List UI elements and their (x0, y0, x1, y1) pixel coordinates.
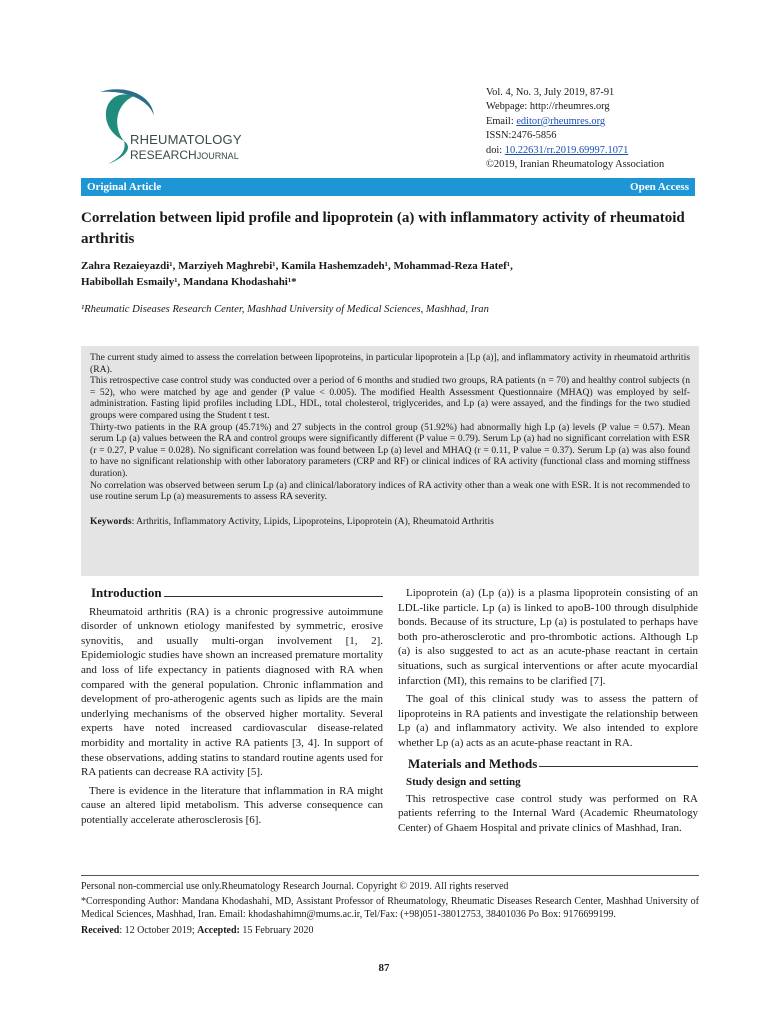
introduction-heading: Introduction (91, 586, 383, 601)
corresponding-author-note: *Corresponding Author: Mandana Khodashahi, MD, Assistant Professor of Rheumatology, Rheumatic Diseases Research Center, Mashhad University of Medical Sciences, Mashhad, Iran. Email: khodashahimn@mums.ac.ir, Tel/Fax: (+98)051-38012753, 38401036 Po Box: 9176699199. (81, 896, 699, 921)
abstract-box (81, 346, 699, 576)
copyright-info: ©2019, Iranian Rheumatology Association (486, 159, 665, 171)
affiliation: ¹Rheumatic Diseases Research Center, Mashhad University of Medical Sciences, Mashhad, Iran (81, 304, 489, 315)
abstract-results: Thirty-two patients in the RA group (45.71%) and 27 subjects in the control group (51.92%) had abnormally high Lp (a) levels (P value = 0.57). Mean serum Lp (a) values between the RA and control groups were significantly different (P value = 0.79). Serum Lp (a) had no significant correlation with ESR (r = 0.27, P value = 0.028). No significant correlation was found between Lp (a) level and MHAQ (r = 0.11, P value = 0.37). Serum Lp (a) was also found to have no significant relationship with other laboratory parameters (CRP and RF) or clinical indices of RA activity (functional class and morning stiffness duration). (90, 421, 690, 479)
article-title: Correlation between lipid profile and lipoprotein (a) with inflammatory activity of rheumatoid arthritis (81, 210, 685, 247)
intro-paragraph-2: There is evidence in the literature that inflammation in RA might cause an altered lipid metabolism. This adverse consequence can potentially accelerate atherosclerosis [6]. (81, 784, 383, 826)
author-list: Zahra Rezaieyazdi¹, Marziyeh Maghrebi¹, Kamila Hashemzadeh¹, Mohammad-Reza Hatef¹, Habibollah Esmaily¹, Mandana Khodashahi¹* (81, 260, 513, 288)
article-type-label: Original Article (87, 181, 162, 193)
doi-info: doi: 10.22631/rr.2019.69997.1071 (486, 144, 629, 156)
body-column-right (398, 586, 698, 836)
abstract-conclusion: No correlation was observed between serum Lp (a) and clinical/laboratory indices of RA activity other than a weak one with ESR. It is not recommended to use routine serum Lp (a) measurements to assess RA severity. (90, 479, 690, 503)
email-link[interactable]: editor@rheumres.org (516, 115, 606, 127)
keywords: Keywords: Arthritis, Inflammatory Activity, Lipids, Lipoproteins, Lipoprotein (A), Rheumatoid Arthritis (90, 515, 494, 527)
methods-heading: Materials and Methods (408, 757, 698, 772)
page-number: 87 (378, 962, 390, 974)
email-info: Email: editor@rheumres.org (486, 115, 606, 127)
journal-name-line1: RHEUMATOLOGY (130, 132, 242, 147)
intro-paragraph-1: Rheumatoid arthritis (RA) is a chronic progressive autoimmune disorder of unknown etiology manifested by symmetric, erosive synovitis, and usually multi-organ involvement [1, 2]. Epidemiologic studies have shown an increased premature mortality and loss of life expectancy in patients diagnosed with RA when compared with the general population. Chronic inflammation and development of pro-atherogenic agents such as lipids are the main underlying mechanisms of the observed higher mortality. Several experts have noted increased cardiovascular disease-related morbidity and mortality in active RA patients [3, 4]. In support of these observations, adding statins to standard routine agents used for RA patients can decrease RA activity [5]. (81, 605, 383, 779)
doi-link[interactable]: 10.22631/rr.2019.69997.1071 (504, 144, 629, 156)
study-design-heading: Study design and setting (406, 776, 521, 789)
webpage-info: Webpage: http://rheumres.org (486, 101, 610, 113)
footer-notes (81, 880, 699, 939)
open-access-label: Open Access (630, 181, 689, 193)
abstract-methods: This retrospective case control study was conducted over a period of 6 months and studied two groups, RA patients (n = 70) and healthy control subjects (n = 52), who were matched by age and gender (P value < 0.005). The modified Health Assessment Questionnaire (MHAQ) was employed by self-administration. Fasting lipid profiles including LDL, HDL, total cholesterol, triglycerides, and Lp (a) were assayed, and the findings for the two studied groups were compared using the Student t test. (90, 375, 690, 421)
goal-paragraph: The goal of this clinical study was to assess the pattern of lipoproteins in RA patients and investigate the relationship between Lp (a) and inflammatory activity. We also intended to explore whether Lp (a) acts as an acute-phase reactant in RA. (398, 693, 698, 749)
lpa-paragraph: Lipoprotein (a) (Lp (a)) is a plasma lipoprotein consisting of an LDL-like particle. Lp (a) is linked to apoB-100 through disulphide bonds. Because of its structure, Lp (a) is postulated to perhaps have both pro-atherosclerotic and pro-thrombotic actions. Although Lp (a) is also suggested to act as an acute-phase reactant in certain situations, such as surgical interventions or after acute myocardial infarction (MI), this remains to be clarified [7]. (398, 587, 698, 687)
journal-metadata (486, 86, 664, 172)
journal-name-line2: RESEARCHJOURNAL (130, 148, 239, 162)
license-note: Personal non-commercial use only.Rheumatology Research Journal. Copyright © 2019. All rights reserved (81, 881, 509, 892)
article-type-banner (81, 178, 695, 196)
volume-info: Vol. 4, No. 3, July 2019, 87-91 (486, 87, 615, 98)
abstract-objective: The current study aimed to assess the correlation between lipoproteins, in particular lipoprotein a [Lp (a)], and inflammatory activity in rheumatoid arthritis (RA). (90, 352, 690, 375)
footer-divider (81, 875, 699, 876)
methods-paragraph: This retrospective case control study was performed on RA patients referring to the Internal Ward (Academic Rheumatology Center) of Ghaem Hospital and private clinics of Mashhad, Iran. (398, 792, 698, 834)
issn-info: ISSN:2476-5856 (486, 130, 557, 142)
dates-note: Received: 12 October 2019; Accepted: 15 February 2020 (81, 924, 314, 936)
body-column-left (81, 586, 383, 828)
